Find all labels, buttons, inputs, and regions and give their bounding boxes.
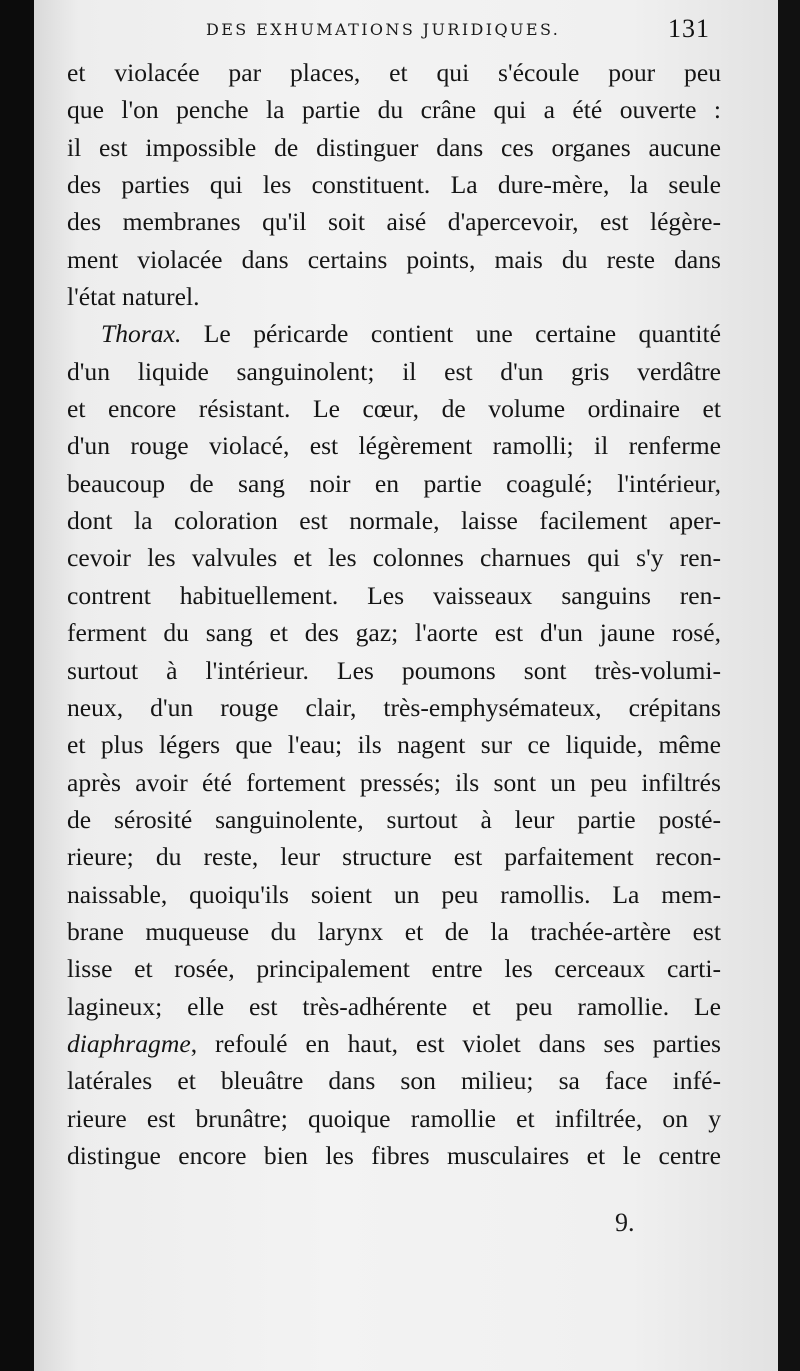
text-line: des membranes qu'il soit aisé d'apercevoir, est légère- [67, 207, 721, 237]
text-line: surtout à l'intérieur. Les poumons sont très-volumi- [67, 655, 721, 685]
text-line: lagineux; elle est très-adhérente et peu ramollie. Le [67, 991, 721, 1021]
text-line: l'état naturel. [67, 282, 200, 312]
text-line: et violacée par places, et qui s'écoule pour peu [67, 58, 721, 87]
text-line: distingue encore bien les fibres musculaires et le centre [67, 1140, 721, 1170]
text-line: d'un liquide sanguinolent; il est d'un gris verdâtre [67, 356, 721, 386]
section-heading-thorax: Thorax. [101, 319, 182, 349]
text-line: et encore résistant. Le cœur, de volume ordinaire et [67, 394, 721, 424]
text-line: brane muqueuse du larynx et de la trachée-artère est [67, 916, 721, 946]
text-line: beaucoup de sang noir en partie coagulé; l'intérieur, [67, 468, 721, 498]
text-line: après avoir été fortement pressés; ils sont un peu infiltrés [67, 767, 721, 797]
text-line: rieure; du reste, leur structure est parfaitement recon- [67, 842, 721, 872]
text-line: contrent habituellement. Les vaisseaux sanguins ren- [67, 580, 721, 610]
page-edge-shadow [778, 0, 800, 1371]
text-line: lisse et rosée, principalement entre les cerceaux carti- [67, 954, 721, 984]
text-line: ferment du sang et des gaz; l'aorte est d'un jaune rosé, [67, 618, 721, 648]
text-line: il est impossible de distinguer dans ces organes aucune [67, 132, 721, 162]
term-diaphragme: diaphragme [67, 1028, 191, 1058]
body-text [67, 54, 721, 1174]
text-line: cevoir les valvules et les colonnes charnues qui s'y ren- [67, 543, 721, 573]
text-line: ment violacée dans certains points, mais du reste dans [67, 244, 721, 274]
text-line: et plus légers que l'eau; ils nagent sur ce liquide, même [67, 730, 721, 760]
text-line: que l'on penche la partie du crâne qui a été ouverte : [67, 95, 721, 125]
text-line: rieure est brunâtre; quoique ramollie et infiltrée, on y [67, 1103, 721, 1133]
signature-mark: 9. [615, 1208, 635, 1237]
text-line: diaphragme, refoulé en haut, est violet dans ses parties [67, 1028, 721, 1058]
text-line: de sérosité sanguinolente, surtout à leur partie posté- [67, 804, 721, 834]
text-line: neux, d'un rouge clair, très-emphysémateux, crépitans [67, 692, 721, 722]
text-line: d'un rouge violacé, est légèrement ramolli; il renferme [67, 431, 721, 461]
text-line: dont la coloration est normale, laisse facilement aper- [67, 506, 721, 536]
running-header: DES EXHUMATIONS JURIDIQUES. [206, 20, 561, 39]
text-line: naissable, quoiqu'ils soient un peu ramollis. La mem- [67, 879, 721, 909]
text-line: des parties qui les constituent. La dure-mère, la seule [67, 170, 721, 200]
page-number: 131 [668, 14, 710, 43]
text-line: latérales et bleuâtre dans son milieu; sa face infé- [67, 1066, 721, 1096]
text-line: Thorax. Le péricarde contient une certaine quantité [101, 319, 721, 349]
